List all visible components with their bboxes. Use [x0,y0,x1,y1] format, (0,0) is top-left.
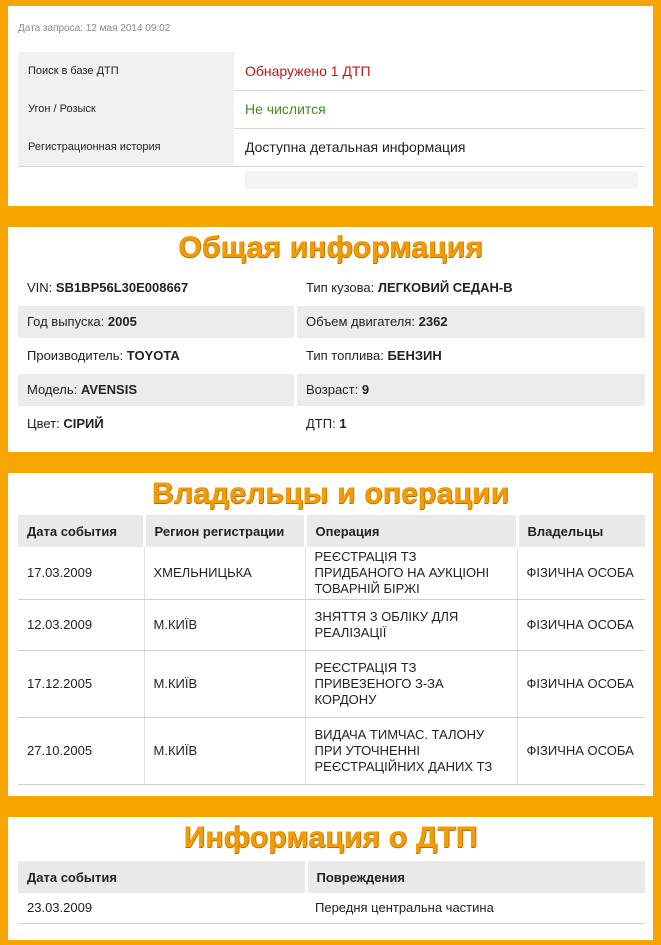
operation: РЕЄСТРАЦІЯ ТЗ ПРИДБАНОГО НА АУКЦІОНІ ТОВАРНІЙ БІРЖІ [305,547,517,599]
operation: ЗНЯТТЯ З ОБЛІКУ ДЛЯ РЕАЛІЗАЦІЇ [305,599,517,650]
region: М.КИЇВ [144,717,305,784]
owners-panel [8,473,653,796]
table-row [18,650,645,717]
fuel-value: БЕНЗИН [387,348,442,363]
check-value-theft: Не числится [245,101,326,117]
owner: ФІЗИЧНА ОСОБА [517,547,645,599]
event-date: 17.03.2009 [18,547,144,599]
divider [245,171,638,189]
check-row-accidents [18,52,645,91]
maker-value: TOYOTA [126,348,180,363]
body-type-field: Тип кузова: ЛЕГКОВИЙ СЕДАН-В [306,280,513,295]
info-row [18,340,645,372]
request-date: Дата запроса: 12 мая 2014 09:02 [18,23,171,34]
damage: Передня центральна частина [306,893,645,924]
event-date: 17.12.2005 [18,650,144,717]
info-row [18,306,645,338]
dtp-count-field: ДТП: 1 [306,416,347,431]
table-row [18,547,645,599]
region: М.КИЇВ [144,650,305,717]
column-header: Повреждения [306,861,645,893]
event-date: 12.03.2009 [18,599,144,650]
table-header-row [18,515,645,547]
event-date: 23.03.2009 [18,893,306,924]
check-row-registration [18,128,645,167]
operation: ВИДАЧА ТИМЧАС. ТАЛОНУ ПРИ УТОЧНЕННІ РЕЄСТРАЦІЙНИХ ДАНИХ ТЗ [305,717,517,784]
check-label: Поиск в базе ДТП [18,52,234,90]
fuel-field: Тип топлива: БЕНЗИН [306,348,442,363]
owner: ФІЗИЧНА ОСОБА [517,650,645,717]
region: М.КИЇВ [144,599,305,650]
engine-value: 2362 [418,314,448,329]
owners-table [18,515,645,785]
color-value: СІРИЙ [63,416,104,431]
table-header-row [18,861,645,893]
request-summary-panel [8,6,653,206]
info-row [18,408,645,440]
region: ХМЕЛЬНИЦЬКА [144,547,305,599]
table-row [18,893,645,924]
column-header: Операция [305,515,517,547]
column-header: Дата события [18,515,144,547]
info-row [18,374,645,406]
vin-field: VIN: SB1BP56L30E008667 [27,280,189,295]
accidents-table [18,861,645,924]
check-value-registration: Доступна детальная информация [245,139,466,155]
check-value-accidents: Обнаружено 1 ДТП [245,63,371,79]
column-header: Регион регистрации [144,515,305,547]
table-row [18,717,645,784]
info-row [18,272,645,304]
owner: ФІЗИЧНА ОСОБА [517,599,645,650]
check-label: Регистрационная история [18,128,234,166]
model-value: AVENSIS [80,382,138,397]
dtp-count-value: 1 [339,416,347,431]
engine-field: Объем двигателя: 2362 [297,306,645,338]
column-header: Владельцы [517,515,645,547]
section-title-accidents: Информация о ДТП [183,821,478,854]
owner: ФІЗИЧНА ОСОБА [517,717,645,784]
age-value: 9 [361,382,370,397]
table-row [18,599,645,650]
body-type-value: ЛЕГКОВИЙ СЕДАН-В [377,280,513,295]
operation: РЕЄСТРАЦІЯ ТЗ ПРИВЕЗЕНОГО З-ЗА КОРДОНУ [305,650,517,717]
check-row-theft [18,90,645,129]
maker-field: Производитель: TOYOTA [27,348,180,363]
general-info-panel [8,227,653,452]
year-field: Год выпуска: 2005 [18,306,294,338]
event-date: 27.10.2005 [18,717,144,784]
age-field: Возраст: 9 [297,374,645,406]
color-field: Цвет: СІРИЙ [27,416,104,431]
section-title-general: Общая информация [178,231,483,264]
section-title-owners: Владельцы и операции [151,477,510,510]
column-header: Дата события [18,861,306,893]
check-label: Угон / Розыск [18,90,234,128]
vin-value: SB1BP56L30E008667 [55,280,189,295]
year-value: 2005 [107,314,137,329]
model-field: Модель: AVENSIS [18,374,294,406]
accidents-panel [8,817,653,940]
